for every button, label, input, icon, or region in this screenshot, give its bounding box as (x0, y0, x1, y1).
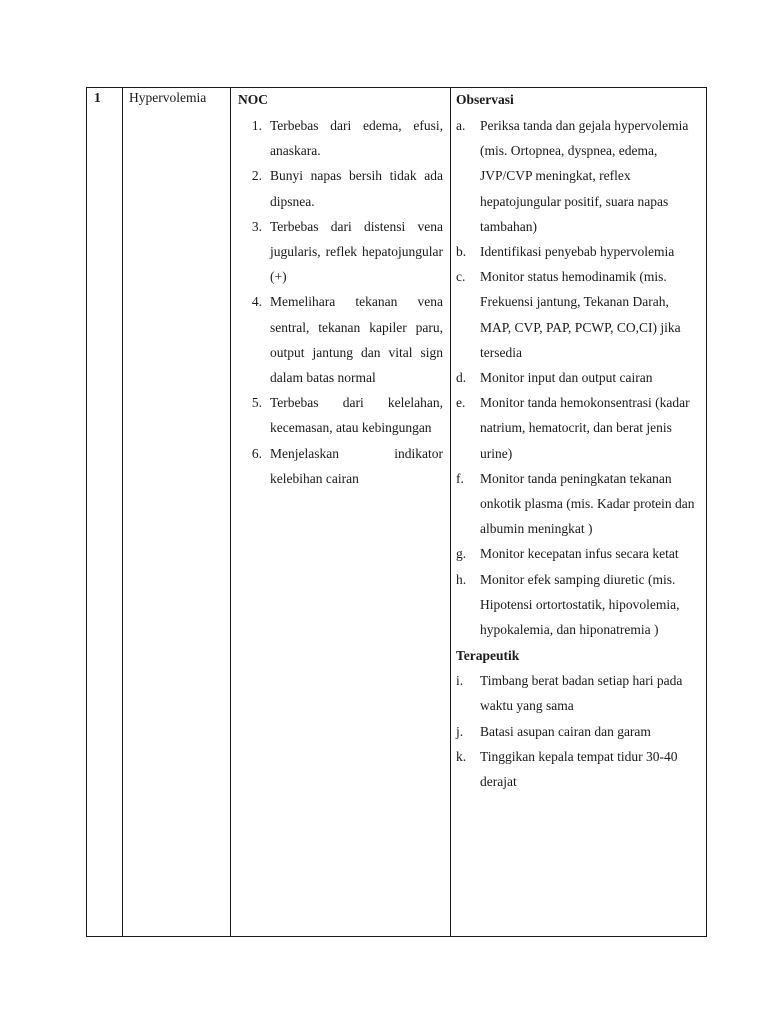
list-text: Bunyi napas bersih tidak ada dipsnea. (270, 168, 443, 209)
list-marker: c. (456, 269, 466, 285)
list-text: Monitor efek samping diuretic (mis. Hipotensi ortortostatik, hipovolemia, hypokalemia, dan hiponatremia ) (480, 571, 680, 638)
list-marker: k. (456, 748, 467, 764)
list-marker: 5. (251, 395, 262, 411)
list-item (238, 390, 443, 440)
list-text: Terbebas dari kelelahan, kecemasan, atau kebingungan (270, 395, 443, 436)
list-text: Monitor input dan output cairan (480, 370, 653, 386)
list-item (238, 163, 443, 213)
list-text: Identifikasi penyebab hypervolemia (480, 244, 675, 260)
list-marker: h. (456, 571, 467, 587)
terapeutik-heading: Terapeutik (456, 648, 520, 664)
list-item (238, 214, 443, 290)
list-marker: 3. (251, 218, 262, 234)
list-marker: 6. (251, 445, 262, 461)
list-marker: 2. (251, 168, 262, 184)
list-text: Menjelaskan indikator kelebihan cairan (270, 445, 443, 486)
list-text: Memelihara tekanan vena sentral, tekanan kapiler paru, output jantung dan vital sign dalam batas normal (270, 294, 443, 386)
list-marker: i. (456, 673, 464, 689)
list-text: Monitor status hemodinamik (mis. Frekuensi jantung, Tekanan Darah, MAP, CVP, PAP, PCWP, CO,CI) jika tersedia (480, 269, 681, 360)
list-item (456, 264, 699, 365)
list-text: Tinggikan kepala tempat tidur 30-40 derajat (480, 748, 678, 790)
care-plan-table (86, 87, 707, 937)
list-item (238, 441, 443, 491)
list-marker: d. (456, 370, 467, 386)
diagnosis-cell (123, 88, 231, 937)
noc-list (238, 113, 443, 491)
list-text: Periksa tanda dan gejala hypervolemia (mis. Ortopnea, dyspnea, edema, JVP/CVP meningkat, reflex hepatojungular positif, suara napas tambahan) (480, 118, 689, 234)
list-text: Terbebas dari edema, efusi, anaskara. (270, 118, 443, 159)
list-item (456, 668, 699, 718)
list-marker: e. (456, 395, 466, 411)
row-number: 1 (94, 90, 101, 105)
list-text: Batasi asupan cairan dan garam (480, 723, 651, 739)
list-text: Monitor kecepatan infus secara ketat (480, 546, 679, 562)
observasi-list (456, 113, 699, 642)
list-text: Terbebas dari distensi vena jugularis, reflek hepatojungular (+) (270, 218, 443, 285)
list-marker: 4. (251, 294, 262, 310)
list-marker: f. (456, 470, 464, 486)
list-item (456, 390, 699, 466)
list-text: Timbang berat badan setiap hari pada waktu yang sama (480, 673, 683, 714)
list-item (456, 541, 699, 566)
list-text: Monitor tanda hemokonsentrasi (kadar natrium, hematocrit, dan berat jenis urine) (480, 395, 690, 461)
observasi-heading: Observasi (456, 92, 514, 107)
row-number-cell (87, 88, 123, 937)
list-item (238, 289, 443, 390)
diagnosis-text: Hypervolemia (129, 90, 207, 105)
list-marker: a. (456, 118, 466, 133)
terapeutik-list (456, 668, 699, 794)
list-item (456, 719, 699, 744)
list-marker: 1. (251, 118, 262, 133)
list-item (456, 744, 699, 794)
list-marker: j. (456, 723, 464, 739)
noc-heading: NOC (238, 92, 268, 107)
list-item (456, 113, 699, 239)
list-item (238, 113, 443, 163)
list-item (456, 466, 699, 542)
list-item (456, 567, 699, 643)
list-item (456, 239, 699, 264)
list-item (456, 365, 699, 390)
list-marker: g. (456, 546, 467, 562)
list-marker: b. (456, 244, 467, 260)
list-text: Monitor tanda peningkatan tekanan onkotik plasma (mis. Kadar protein dan albumin meningkat ) (480, 470, 695, 537)
table-row (87, 88, 707, 937)
intervention-cell (451, 88, 707, 937)
noc-cell (231, 88, 451, 937)
